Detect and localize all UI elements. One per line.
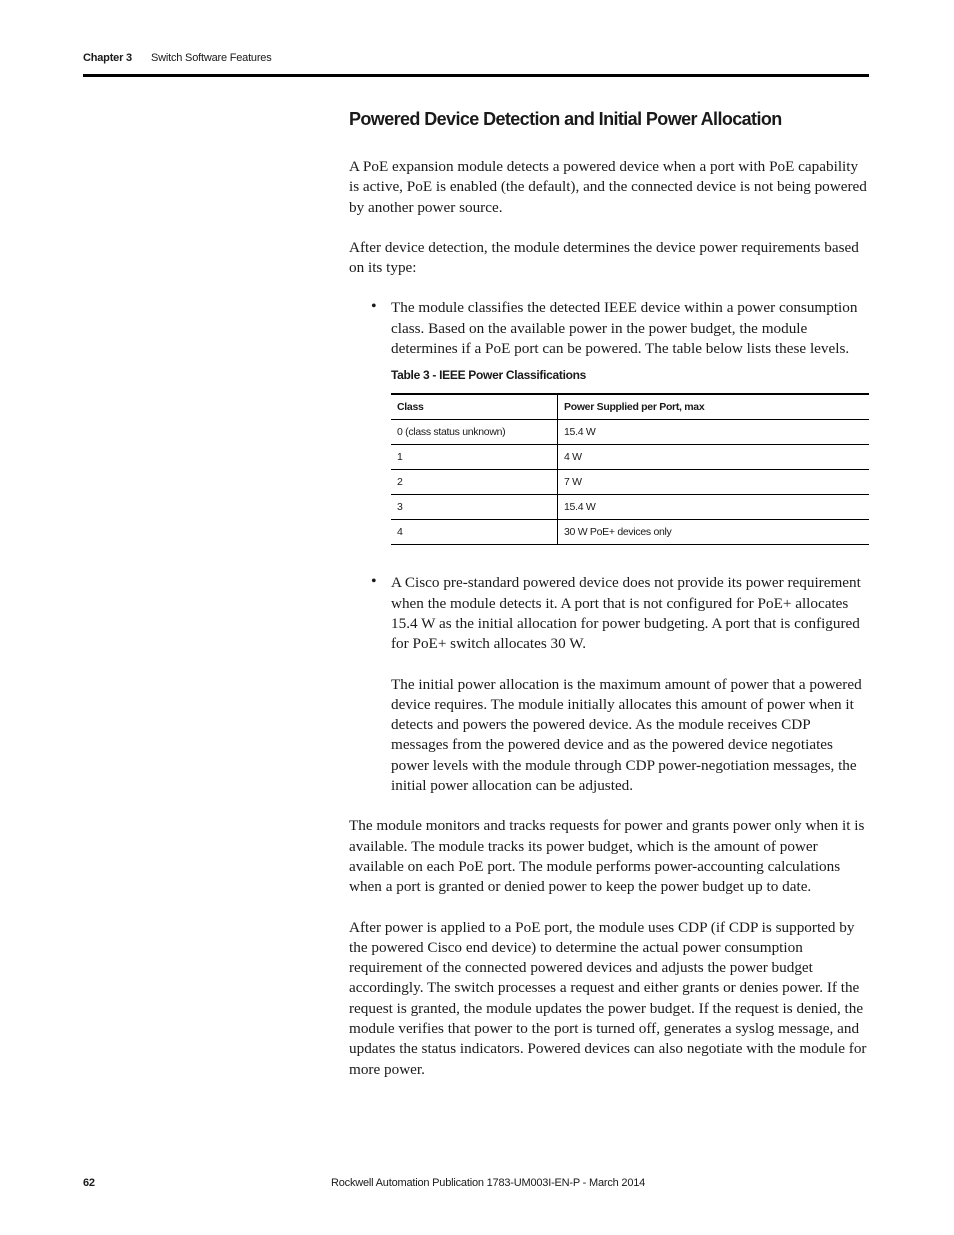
table-cell-power: 7 W [558,470,870,495]
table-row [391,520,869,545]
table-header-row [391,394,869,420]
table-cell-class: 4 [391,520,558,545]
table-cell-power: 30 W PoE+ devices only [558,520,870,545]
table-row [391,420,869,445]
paragraph-detection: A PoE expansion module detects a powered device when a port with PoE capability is active, PoE is enabled (the default), and the connected device is not being powered by another power source. [349,158,867,216]
section-heading: Powered Device Detection and Initial Power Allocation [349,109,782,129]
bullet-text: A Cisco pre-standard powered device does not provide its power requirement when the module detects it. A port that is not configured for PoE+ allocates 15.4 W as the initial allocation for power budgeting. A port that is configured for PoE+ switch allocates 30 W. [391,574,861,653]
table-row [391,445,869,470]
running-header [83,52,272,64]
publication-info: Rockwell Automation Publication 1783-UM003I-EN-P - March 2014 [331,1177,646,1189]
bullet-item-ieee [349,298,869,359]
table-cell-power: 15.4 W [558,420,870,445]
paragraph-monitoring: The module monitors and tracks requests for power and grants power only when it is available. The module tracks its power budget, which is the amount of power available on each PoE port. The module performs power-accounting calculations when a port is granted or denied power to keep the power budget up to date. [349,817,865,896]
table-cell-power: 15.4 W [558,495,870,520]
bullet-continuation: The initial power allocation is the maximum amount of power that a powered device requires. The module initially allocates this amount of power when it detects and powers the powered device. As the module receives CDP messages from the powered device and as the powered device negotiates power levels with the module through CDP power-negotiation messages, the initial power allocation can be adjusted. [391,675,862,795]
table-header-power: Power Supplied per Port, max [558,394,870,420]
table-row [391,470,869,495]
paragraph-cdp: After power is applied to a PoE port, the module uses CDP (if CDP is supported by the powered Cisco end device) to determine the actual power consumption requirement of the connected powered devices and adjusts the power budget accordingly. The switch processes a request and either grants or denies power. If the request is granted, the module updates the power budget. If the request is denied, the module verifies that power to the port is turned off, generates a syslog message, and updates the status indicators. Powered devices can also negotiate with the module for more power. [349,918,867,1078]
chapter-title: Switch Software Features [151,52,272,64]
bullet-icon: • [371,298,377,316]
table-cell-class: 3 [391,495,558,520]
chapter-label: Chapter 3 [83,52,132,64]
table-row [391,495,869,520]
bullet-item-cisco [349,573,869,654]
bullet-icon: • [371,573,377,591]
table-cell-class: 1 [391,445,558,470]
table-cell-class: 2 [391,470,558,495]
page-number: 62 [83,1177,95,1189]
paragraph-requirements: After device detection, the module determines the device power requirements based on its type: [349,238,859,277]
power-class-table [391,393,869,545]
table-caption: Table 3 - IEEE Power Classifications [391,368,587,383]
table-cell-class: 0 (class status unknown) [391,420,558,445]
table-header-class: Class [391,394,558,420]
header-rule [83,74,869,77]
bullet-text: The module classifies the detected IEEE device within a power consumption class. Based on the available power in the power budget, the module determines if a PoE port can be powered. The table below lists these levels. [391,299,858,358]
main-content [349,106,869,1100]
table-cell-power: 4 W [558,445,870,470]
